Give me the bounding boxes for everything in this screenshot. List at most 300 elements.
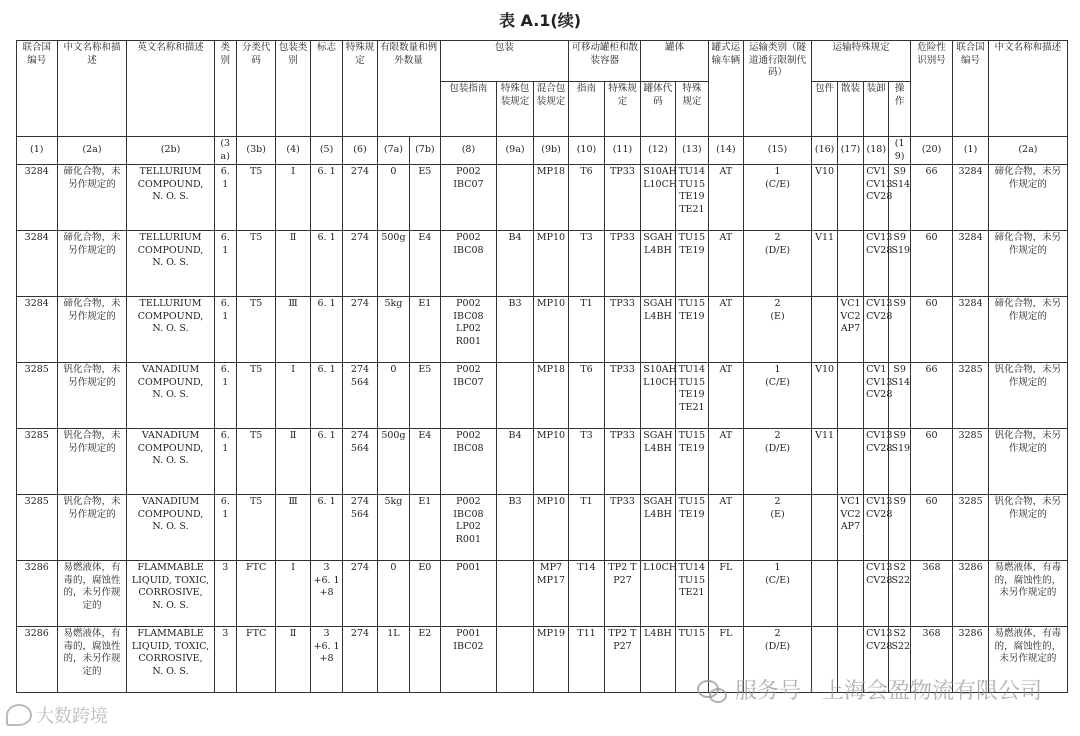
- tank-code-cell-line: S10AH: [643, 166, 677, 177]
- header-english-name: 英文名称和描述: [127, 41, 214, 137]
- column-number: (3b): [236, 137, 276, 165]
- hazard-id-cell: 368: [910, 627, 953, 693]
- loading-cell-line: CV28: [866, 191, 893, 202]
- special-provision-cell-line: 564: [350, 376, 370, 388]
- label-cell: [310, 627, 342, 693]
- packing-instruction-cell-line: P002: [456, 298, 481, 309]
- column-number: (13): [675, 137, 708, 165]
- column-number: (1): [953, 137, 988, 165]
- table-row: [17, 297, 1068, 363]
- label-cell-line: 6. 1: [317, 496, 336, 507]
- hazard-id-cell: 60: [910, 297, 953, 363]
- special-provision-cell-line: 274: [350, 232, 370, 243]
- column-number: (11): [604, 137, 640, 165]
- special-packing-cell: B4: [497, 429, 533, 495]
- label-cell: [310, 495, 342, 561]
- tank-special-cell-line: TU15: [678, 376, 706, 388]
- packing-instruction-cell-line: P001: [456, 562, 481, 573]
- tank-special-cell-line: TE19: [679, 310, 705, 322]
- operation-cell-line: S22: [891, 640, 911, 652]
- header-special-provisions: 特殊规定: [343, 41, 377, 137]
- packing-instruction-cell: [440, 165, 497, 231]
- transport-category-cell-line: 2: [774, 298, 781, 309]
- special-provision-cell: [343, 429, 377, 495]
- packages-cell: V11: [812, 231, 837, 297]
- label-cell-line: +8: [319, 587, 334, 598]
- header-portable-special: 特殊规定: [604, 82, 640, 137]
- loading-cell-line: CV13: [866, 178, 893, 190]
- operation-cell-line: S9: [893, 232, 906, 243]
- header-tank-code: 罐体代码: [641, 82, 675, 137]
- english-name-cell-line: LIQUID, TOXIC,: [131, 640, 210, 652]
- packing-instruction-cell-line: R001: [455, 335, 482, 347]
- portable-instruction-cell: T14: [569, 561, 604, 627]
- header-tank-vehicle: 罐式运输车辆: [709, 41, 743, 137]
- label-cell: [310, 165, 342, 231]
- column-number: (10): [569, 137, 604, 165]
- bulk-cell: [837, 363, 863, 429]
- header-tank-group: 罐体: [641, 41, 709, 82]
- bulk-cell: [837, 495, 863, 561]
- header-un-number-repeat: 联合国编号: [953, 41, 988, 137]
- operation-cell-line: S14: [891, 178, 911, 190]
- label-cell-line: 6. 1: [317, 364, 336, 375]
- loading-cell: [864, 495, 893, 561]
- class-cell: 6. 1: [214, 363, 236, 429]
- tank-code-cell-line: SGAH: [643, 298, 673, 309]
- column-number: (2b): [127, 137, 214, 165]
- watermark: [697, 674, 1042, 705]
- header-tank-special: 特殊规定: [675, 82, 708, 137]
- header-packing-group: 包装类别: [276, 41, 310, 137]
- classification-code-cell: T5: [236, 495, 276, 561]
- header-classification-code: 分类代码: [236, 41, 276, 137]
- tank-special-cell: [675, 429, 708, 495]
- packing-instruction-cell: [440, 627, 497, 693]
- special-packing-cell: [497, 627, 533, 693]
- header-operation: 操作: [889, 82, 910, 137]
- loading-cell-line: CV13: [866, 232, 893, 243]
- header-hazard-id: 危险性识别号: [910, 41, 953, 137]
- column-number: (1): [17, 137, 58, 165]
- dangerous-goods-table: [16, 40, 1068, 693]
- english-name-cell-line: TELLURIUM: [139, 232, 202, 243]
- tank-special-cell-line: TU15: [678, 298, 706, 309]
- header-packing-instructions: 包装指南: [440, 82, 497, 137]
- operation-cell: [889, 165, 910, 231]
- chinese-name-cell: 易燃液体，有毒的，腐蚀性的，未另作规定的: [57, 627, 127, 693]
- tank-code-cell: [641, 429, 675, 495]
- portable-special-cell: TP2 TP27: [604, 627, 640, 693]
- corner-mark-text: 大数跨境: [36, 706, 108, 727]
- transport-category-cell-line: (D/E): [764, 244, 791, 256]
- excepted-quantity-cell: E4: [410, 429, 440, 495]
- portable-special-cell: TP33: [604, 165, 640, 231]
- operation-cell: [889, 495, 910, 561]
- tank-vehicle-cell: AT: [709, 495, 743, 561]
- header-packages: 包件: [812, 82, 837, 137]
- un-number-cell: 3286: [17, 561, 58, 627]
- english-name-cell: [127, 561, 214, 627]
- loading-cell-line: CV13: [866, 376, 893, 388]
- label-cell-line: +6. 1: [313, 574, 340, 586]
- header-special-provisions-carriage: 运输特殊规定: [812, 41, 910, 82]
- loading-cell-line: CV28: [866, 640, 893, 652]
- transport-category-cell-line: (C/E): [765, 376, 790, 388]
- loading-cell-line: CV13: [866, 562, 893, 573]
- tank-code-cell: [641, 561, 678, 627]
- special-provision-cell-line: 564: [350, 442, 370, 454]
- packing-instruction-cell-line: IBC07: [453, 376, 484, 388]
- loading-cell-line: CV13: [866, 628, 893, 639]
- loading-cell-line: CV13: [866, 496, 893, 507]
- tank-code-cell-line: L10CH: [643, 376, 678, 388]
- packing-instruction-cell-line: P002: [456, 496, 481, 507]
- operation-cell: [889, 363, 910, 429]
- portable-instruction-cell: T1: [569, 297, 604, 363]
- transport-category-cell: [743, 231, 812, 297]
- classification-code-cell: T5: [236, 297, 276, 363]
- english-name-cell-line: FLAMMABLE: [137, 562, 204, 573]
- bulk-cell: [837, 561, 863, 627]
- operation-cell: [889, 561, 910, 627]
- chinese-name-cell: 易燃液体，有毒的，腐蚀性的，未另作规定的: [57, 561, 127, 627]
- un-number-cell: 3284: [17, 231, 58, 297]
- transport-category-cell: [743, 561, 812, 627]
- packages-cell: V11: [812, 429, 837, 495]
- tank-special-cell-line: TU15: [678, 628, 706, 639]
- header-bulk: 散装: [837, 82, 863, 137]
- packing-instruction-cell-line: LP02: [456, 323, 481, 334]
- loading-cell-line: CV28: [866, 442, 893, 454]
- operation-cell: [889, 429, 910, 495]
- packing-instruction-cell: [440, 561, 497, 627]
- loading-cell: [864, 165, 893, 231]
- loading-cell-line: CV28: [866, 508, 893, 520]
- transport-category-cell-line: 2: [774, 430, 781, 441]
- header-un-number: 联合国编号: [17, 41, 58, 137]
- english-name-cell-line: TELLURIUM: [139, 298, 202, 309]
- mixed-packing-cell: MP19: [533, 627, 568, 693]
- column-number: (14): [709, 137, 743, 165]
- label-cell: [310, 429, 342, 495]
- chinese-name-repeat-cell: 钒化合物，未另作规定的: [988, 429, 1067, 495]
- portable-special-cell: TP2 TP27: [604, 561, 640, 627]
- table-row: [17, 165, 1068, 231]
- tank-special-cell: [675, 297, 708, 363]
- limited-quantity-cell: 0: [377, 363, 409, 429]
- un-number-repeat-cell: 3285: [953, 429, 988, 495]
- english-name-cell-line: VANADIUM: [141, 364, 200, 375]
- chinese-name-repeat-cell: 易燃液体，有毒的，腐蚀性的，未另作规定的: [988, 561, 1067, 627]
- operation-cell-line: S22: [891, 574, 911, 586]
- hazard-id-cell: 66: [910, 165, 953, 231]
- hazard-id-cell: 368: [910, 561, 953, 627]
- tank-vehicle-cell: AT: [709, 165, 743, 231]
- packages-cell: [812, 561, 837, 627]
- tank-special-cell-line: TU14: [678, 562, 706, 573]
- bulk-cell-line: VC2: [840, 508, 861, 520]
- packing-instruction-cell: [440, 231, 497, 297]
- packing-instruction-cell-line: IBC07: [453, 178, 484, 190]
- bulk-cell: [837, 231, 863, 297]
- special-provision-cell: [343, 495, 377, 561]
- column-number: (4): [276, 137, 310, 165]
- packing-instruction-cell-line: IBC02: [453, 640, 484, 652]
- mixed-packing-cell: MP10: [533, 495, 568, 561]
- hazard-id-cell: 66: [910, 363, 953, 429]
- header-packing-group-title: 包装: [440, 41, 569, 82]
- limited-quantity-cell: 1L: [377, 627, 409, 693]
- tank-vehicle-cell: AT: [709, 363, 743, 429]
- tank-code-cell-line: L10CH: [643, 178, 678, 190]
- tank-code-cell-line: SGAH: [643, 430, 673, 441]
- un-number-repeat-cell: 3284: [953, 165, 988, 231]
- limited-quantity-cell: 5kg: [377, 297, 409, 363]
- operation-cell-line: S14: [891, 376, 911, 388]
- tank-special-cell-line: TU15: [678, 496, 706, 507]
- transport-category-cell-line: 1: [774, 562, 781, 573]
- chinese-name-repeat-cell: 钒化合物，未另作规定的: [988, 363, 1067, 429]
- transport-category-cell-line: (D/E): [764, 640, 791, 652]
- english-name-cell: [127, 495, 214, 561]
- special-provision-cell: [343, 627, 377, 693]
- loading-cell-line: CV28: [866, 574, 893, 586]
- label-cell: [310, 231, 342, 297]
- tank-code-cell-line: L4BH: [644, 442, 672, 454]
- classification-code-cell: FTC: [236, 561, 276, 627]
- bulk-cell: [837, 297, 863, 363]
- tank-special-cell: [675, 231, 708, 297]
- class-cell: 6. 1: [214, 297, 236, 363]
- transport-category-cell-line: 1: [774, 364, 781, 375]
- tank-code-cell-line: L4BH: [644, 508, 672, 520]
- tank-special-cell: [675, 561, 708, 627]
- special-provision-cell-line: 274: [350, 298, 370, 309]
- packing-instruction-cell-line: R001: [455, 533, 482, 545]
- bulk-cell-line: AP7: [840, 521, 861, 532]
- column-number: (7b): [410, 137, 440, 165]
- column-number-row: [17, 137, 1068, 165]
- chinese-name-cell: 钒化合物，未另作规定的: [57, 429, 127, 495]
- tank-special-cell-line: TE21: [679, 401, 705, 413]
- special-provision-cell: [343, 363, 377, 429]
- portable-instruction-cell: T3: [569, 429, 604, 495]
- un-number-repeat-cell: 3284: [953, 231, 988, 297]
- packing-instruction-cell: [440, 429, 497, 495]
- tank-special-cell-line: TU15: [678, 430, 706, 441]
- column-number: (16): [812, 137, 837, 165]
- hazard-id-cell: 60: [910, 429, 953, 495]
- packing-group-cell: Ⅱ: [276, 627, 310, 693]
- special-provision-cell-line: 274: [350, 166, 370, 177]
- packing-group-cell: Ⅰ: [276, 165, 310, 231]
- excepted-quantity-cell: E0: [410, 561, 440, 627]
- operation-cell: [889, 297, 910, 363]
- operation-cell-line: S2: [893, 628, 906, 639]
- special-packing-cell: B4: [497, 231, 533, 297]
- header-portable-tanks: 可移动罐柜和散装容器: [569, 41, 641, 82]
- tank-code-cell-line: L4BH: [644, 310, 672, 322]
- class-cell: 6. 1: [214, 231, 236, 297]
- english-name-cell: [127, 627, 214, 693]
- packing-group-cell: Ⅲ: [276, 495, 310, 561]
- tank-vehicle-cell: AT: [709, 297, 743, 363]
- special-provision-cell-line: 274: [350, 364, 370, 375]
- special-provision-cell-line: 274: [350, 430, 370, 441]
- tank-code-cell-line: L4BH: [644, 628, 672, 639]
- special-provision-cell: [343, 297, 377, 363]
- column-number: (9b): [533, 137, 568, 165]
- chinese-name-cell: 钒化合物，未另作规定的: [57, 363, 127, 429]
- tank-special-cell-line: TE21: [679, 587, 705, 598]
- packing-instruction-cell: [440, 363, 497, 429]
- english-name-cell-line: FLAMMABLE: [137, 628, 204, 639]
- label-cell: [310, 297, 342, 363]
- tank-vehicle-cell: FL: [709, 627, 743, 693]
- excepted-quantity-cell: E5: [410, 165, 440, 231]
- tank-special-cell-line: TE19: [679, 389, 705, 400]
- table-row: [17, 495, 1068, 561]
- tank-vehicle-cell: FL: [709, 561, 743, 627]
- column-number: (20): [910, 137, 953, 165]
- label-cell: [310, 561, 342, 627]
- portable-instruction-cell: T6: [569, 363, 604, 429]
- loading-cell-line: CV1: [866, 364, 887, 375]
- column-number: (7a): [377, 137, 409, 165]
- english-name-cell-line: N. O. S.: [152, 599, 189, 611]
- column-number: (5): [310, 137, 342, 165]
- packing-group-cell: Ⅱ: [276, 429, 310, 495]
- mixed-packing-cell: MP7 MP17: [533, 561, 568, 627]
- special-packing-cell: B3: [497, 297, 533, 363]
- english-name-cell-line: N. O. S.: [152, 521, 189, 532]
- excepted-quantity-cell: E1: [410, 297, 440, 363]
- tank-code-cell-line: L4BH: [644, 244, 672, 256]
- english-name-cell-line: COMPOUND,: [137, 508, 204, 520]
- limited-quantity-cell: 500g: [377, 429, 409, 495]
- limited-quantity-cell: 0: [377, 165, 409, 231]
- column-number: (15): [743, 137, 812, 165]
- mixed-packing-cell: MP18: [533, 165, 568, 231]
- un-number-repeat-cell: 3285: [953, 363, 988, 429]
- transport-category-cell-line: (C/E): [765, 178, 790, 190]
- portable-special-cell: TP33: [604, 297, 640, 363]
- tank-special-cell-line: TE19: [679, 442, 705, 454]
- tank-special-cell-line: TU15: [678, 232, 706, 243]
- tank-special-cell-line: TE21: [679, 203, 705, 215]
- un-number-repeat-cell: 3284: [953, 297, 988, 363]
- special-provision-cell-line: 564: [350, 508, 370, 520]
- transport-category-cell-line: 2: [774, 628, 781, 639]
- classification-code-cell: T5: [236, 363, 276, 429]
- portable-special-cell: TP33: [604, 495, 640, 561]
- watermark-text: 服务号 · 上海会盈物流有限公司: [735, 679, 1042, 704]
- english-name-cell: [127, 429, 214, 495]
- operation-cell-line: S9: [893, 298, 906, 309]
- english-name-cell-line: N. O. S.: [152, 455, 189, 466]
- loading-cell-line: CV28: [866, 389, 893, 400]
- column-number: (8): [440, 137, 497, 165]
- column-number: (9a): [497, 137, 533, 165]
- portable-special-cell: TP33: [604, 363, 640, 429]
- operation-cell-line: S2: [893, 562, 906, 573]
- transport-category-cell: [743, 363, 812, 429]
- packing-instruction-cell-line: LP02: [456, 521, 481, 532]
- english-name-cell-line: COMPOUND,: [137, 310, 204, 322]
- classification-code-cell: T5: [236, 429, 276, 495]
- operation-cell-line: S9: [893, 496, 906, 507]
- special-provision-cell-line: 274: [350, 496, 370, 507]
- transport-category-cell: [743, 297, 812, 363]
- packing-group-cell: Ⅰ: [276, 561, 310, 627]
- packing-instruction-cell-line: P001: [456, 628, 481, 639]
- packing-instruction-cell-line: IBC08: [453, 508, 484, 520]
- loading-cell: [864, 297, 893, 363]
- english-name-cell: [127, 165, 214, 231]
- packing-instruction-cell-line: IBC08: [453, 244, 484, 256]
- excepted-quantity-cell: E2: [410, 627, 440, 693]
- packing-group-cell: Ⅲ: [276, 297, 310, 363]
- corner-mark: [6, 702, 108, 728]
- tank-code-cell-line: L10CH: [643, 562, 678, 573]
- bulk-cell: [837, 165, 863, 231]
- un-number-repeat-cell: 3285: [953, 495, 988, 561]
- tank-special-cell: [675, 363, 708, 429]
- tank-special-cell-line: TU14: [678, 364, 706, 375]
- transport-category-cell-line: 2: [774, 232, 781, 243]
- column-number: (17): [837, 137, 863, 165]
- packing-group-cell: Ⅰ: [276, 363, 310, 429]
- tank-code-cell: [641, 627, 675, 693]
- packages-cell: [812, 495, 837, 561]
- special-packing-cell: [497, 561, 533, 627]
- english-name-cell-line: COMPOUND,: [137, 244, 204, 256]
- portable-instruction-cell: T3: [569, 231, 604, 297]
- loading-cell-line: CV13: [866, 298, 893, 309]
- un-number-cell: 3284: [17, 165, 58, 231]
- table-row: [17, 429, 1068, 495]
- classification-code-cell: T5: [236, 231, 276, 297]
- packing-instruction-cell: [440, 495, 497, 561]
- column-number: (3a): [214, 137, 236, 165]
- un-number-cell: 3285: [17, 429, 58, 495]
- tank-special-cell-line: TE19: [679, 244, 705, 256]
- header-instructions: 指南: [569, 82, 604, 137]
- transport-category-cell: [743, 495, 812, 561]
- chinese-name-cell: 碲化合物，未另作规定的: [57, 297, 127, 363]
- header-chinese-name: 中文名称和描述: [57, 41, 127, 137]
- limited-quantity-cell: 500g: [377, 231, 409, 297]
- bulk-cell-line: AP7: [840, 323, 861, 334]
- operation-cell-line: S19: [891, 442, 911, 454]
- english-name-cell-line: COMPOUND,: [137, 442, 204, 454]
- special-provision-cell: [343, 561, 377, 627]
- chinese-name-repeat-cell: 易燃液体，有毒的，腐蚀性的，未另作规定的: [988, 627, 1067, 693]
- hazard-id-cell: 60: [910, 231, 953, 297]
- table-row: [17, 363, 1068, 429]
- chinese-name-repeat-cell: 钒化合物，未另作规定的: [988, 495, 1067, 561]
- un-number-cell: 3284: [17, 297, 58, 363]
- label-cell-line: +8: [319, 653, 334, 664]
- table-row: [17, 561, 1068, 627]
- english-name-cell-line: N. O. S.: [152, 257, 189, 268]
- chinese-name-cell: 钒化合物，未另作规定的: [57, 495, 127, 561]
- header-loading: 装卸: [864, 82, 889, 137]
- bulk-cell-line: VC1: [840, 496, 861, 507]
- packing-instruction-cell-line: P002: [456, 166, 481, 177]
- english-name-cell-line: N. O. S.: [152, 191, 189, 202]
